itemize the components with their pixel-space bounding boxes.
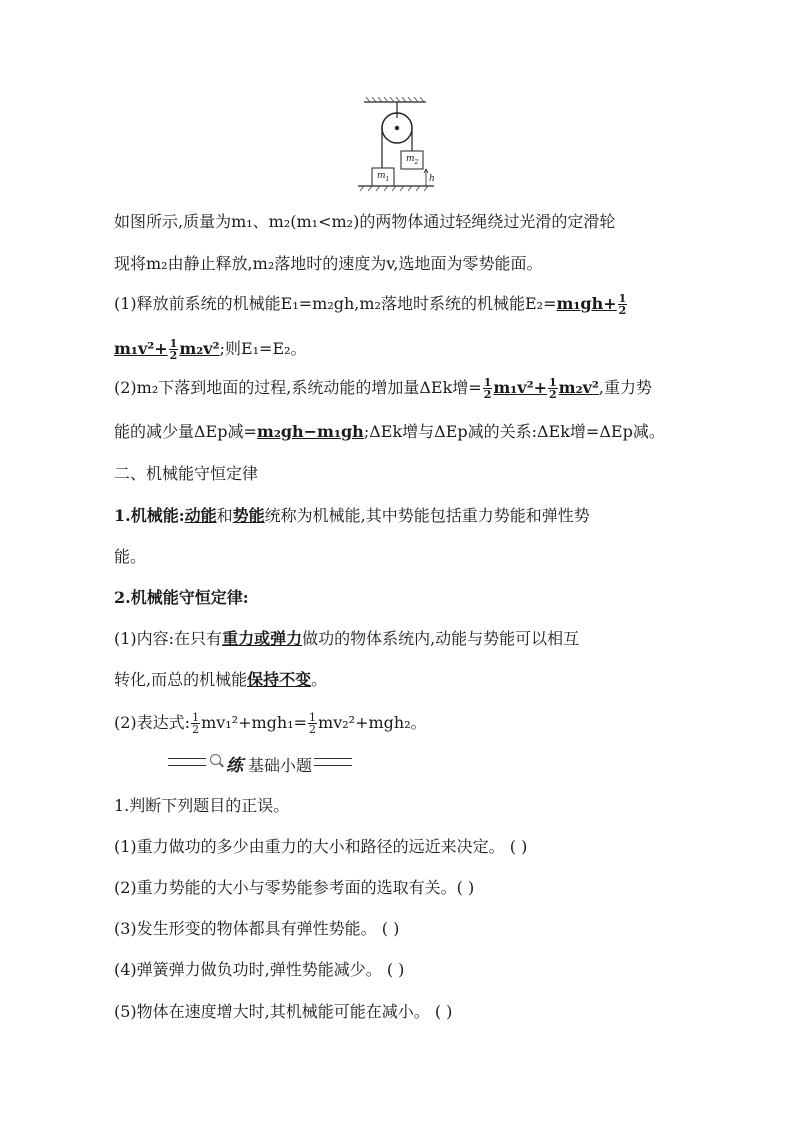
q2-text-b: ,重力势 (598, 378, 652, 397)
content-text-d: 。 (311, 670, 328, 689)
exercise-item-5: (5)物体在速度增大时,其机械能可能在减小。 ( ) (114, 1002, 453, 1021)
def1-label: 1.机械能: (114, 506, 185, 525)
formula-fraction-1: $\frac{1}{2}$ (192, 711, 200, 736)
def1-and: 和 (216, 506, 233, 525)
def1-rest: 统称为机械能,其中势能包括重力势能和弹性势 (264, 506, 590, 525)
question-1-line-1 (114, 293, 628, 316)
label-h: h (429, 174, 435, 184)
label-m1: $m_1$ (377, 171, 390, 183)
q1-answer-b: m₁v²+ (114, 339, 168, 358)
content-line-2 (114, 669, 327, 691)
def1-keyword-2: 势能 (232, 506, 265, 525)
formula-part-1: mv₁²+mgh₁= (201, 713, 308, 732)
formula-part-2: mv₂²+mgh₂。 (318, 713, 427, 732)
q2-text-c: 能的减少量ΔEp减= (114, 422, 257, 441)
q1-answer-a: m₁gh+ (556, 294, 617, 313)
content-keyword-2: 保持不变 (247, 670, 312, 689)
q1-fraction-2: $\frac{1}{2}$ (169, 337, 178, 362)
banner-right-rule (314, 758, 352, 766)
q2-fraction: $\frac{1}{2}$ (483, 376, 492, 401)
exercise-intro: 1.判断下列题目的正误。 (114, 796, 290, 815)
question-1-line-2 (114, 338, 307, 361)
content-text-c: 转化,而总的机械能 (114, 670, 248, 689)
question-2-line-1 (114, 377, 652, 400)
formula-fraction-2: $\frac{1}{2}$ (309, 711, 317, 736)
content-keyword-1: 重力或弹力 (222, 629, 303, 648)
def1-keyword-1: 动能 (184, 506, 217, 525)
q2-answer-a: m₁v²+ (493, 378, 547, 397)
intro-line-1: 如图所示,质量为m₁、m₂(m₁<m₂)的两物体通过轻绳绕过光滑的定滑轮 (114, 212, 616, 231)
practice-banner (168, 753, 368, 776)
exercise-item-4: (4)弹簧弹力做负功时,弹性势能减少。 ( ) (114, 960, 405, 979)
formula-line (114, 712, 427, 735)
exercise-item-2: (2)重力势能的大小与零势能参考面的选取有关。( ) (114, 878, 475, 897)
practice-icon: 练 (226, 756, 243, 776)
exercise-item-3: (3)发生形变的物体都具有弹性势能。 ( ) (114, 919, 400, 938)
definition-1 (114, 505, 590, 527)
question-2-line-2 (114, 421, 665, 443)
q2-fraction-2: $\frac{1}{2}$ (549, 376, 557, 401)
pulley-diagram (350, 96, 440, 194)
definition-1-cont: 能。 (114, 547, 147, 566)
banner-left-rule (168, 758, 206, 766)
q2-text-d: ;ΔEk增与ΔEp减的关系:ΔEk增=ΔEp减。 (363, 422, 665, 441)
section-heading: 二、机械能守恒定律 (114, 464, 259, 483)
q1-fraction: $\frac{1}{2}$ (618, 292, 627, 317)
q1-answer-c: m₂v² (179, 339, 220, 358)
intro-line-2: 现将m₂由静止释放,m₂落地时的速度为v,选地面为零势能面。 (114, 254, 543, 273)
q2-answer-c: m₂gh−m₁gh (256, 422, 364, 441)
q1-text-a: (1)释放前系统的机械能E₁=m₂gh,m₂落地时系统的机械能E₂= (114, 294, 557, 313)
banner-title: 基础小题 (248, 756, 313, 775)
content-text-b: 做功的物体系统内,动能与势能可以相互 (302, 629, 580, 648)
formula-prefix: (2)表达式: (114, 713, 191, 732)
label-m2: $m_2$ (406, 154, 419, 166)
definition-2: 2.机械能守恒定律: (114, 588, 249, 607)
q2-text-a: (2)m₂下落到地面的过程,系统动能的增加量ΔEk增= (114, 378, 482, 397)
content-line-1 (114, 628, 579, 650)
exercise-item-1: (1)重力做功的多少由重力的大小和路径的远近来决定。 ( ) (114, 837, 528, 856)
content-text-a: (1)内容:在只有 (114, 629, 223, 648)
q1-text-b: ;则E₁=E₂。 (219, 339, 307, 358)
q2-answer-b: m₂v² (558, 378, 599, 397)
